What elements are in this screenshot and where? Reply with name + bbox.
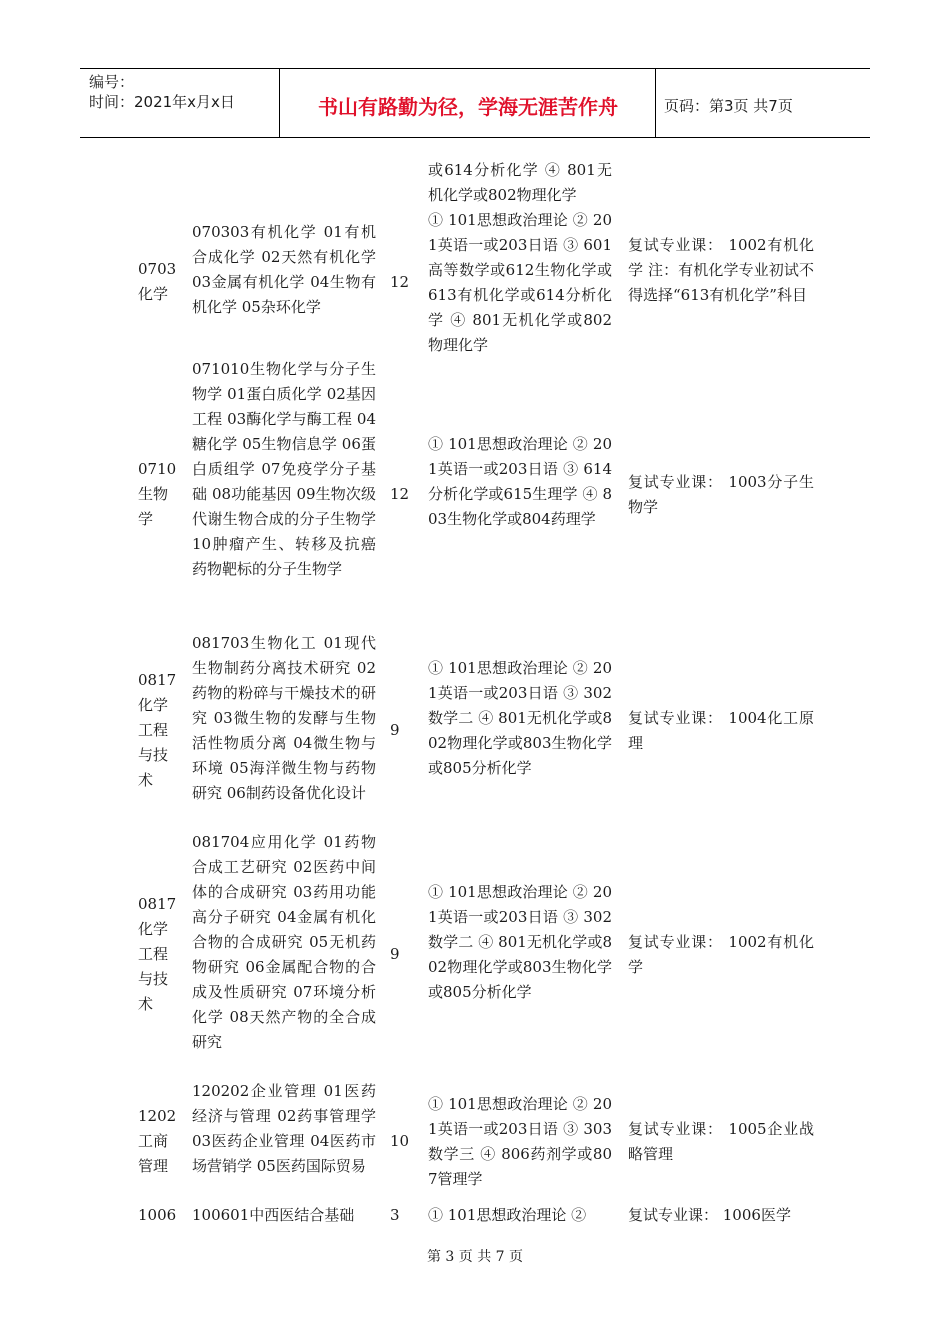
row-count: 3: [390, 1206, 400, 1224]
row-exam: ① 101思想政治理论 ② 201英语一或203日语 ③ 302数学二 ④ 801无机化学或802物理化学或803生物化学或805分析化学: [428, 659, 612, 777]
page-footer: 第 3 页 共 7 页: [426, 1249, 524, 1265]
header-motto: 书山有路勤为径，学海无涯苦作舟: [281, 69, 656, 137]
row-directions: 071010生物化学与分子生物学 01蛋白质化学 02基因工程 03酶化学与酶工程 04糖化学 05生物信息学 06蛋白质组学 07免疫学分子基础 08功能基因 09生物次级代谢生物合成的分子生物学 10肿瘤产生、转移及抗癌药物靶标的分子生物学: [192, 360, 376, 578]
row-code: 1202工商管理: [138, 1107, 177, 1175]
row-exam: ① 101思想政治理论 ② 201英语一或203日语 ③ 303数学三 ④ 806药剂学或807管理学: [428, 1095, 612, 1188]
row-directions: 100601中西医结合基础: [192, 1206, 355, 1224]
row-note: 复试专业课： 1006医学: [628, 1206, 791, 1224]
row-code: 0710生物学: [138, 460, 177, 528]
top-fragment-exam: 或614分析化学 ④ 801无机化学或802物理化学: [428, 161, 612, 204]
row-note: 复试专业课： 1005企业战略管理: [628, 1120, 814, 1163]
row-note: 复试专业课： 1002有机化学 注：有机化学专业初试不得选择“613有机化学”科目: [628, 236, 814, 304]
row-code: 0703化学: [138, 260, 177, 303]
row-note: 复试专业课： 1004化工原理: [628, 709, 814, 752]
row-exam: ① 101思想政治理论 ②: [428, 1206, 587, 1224]
header-meta: [80, 69, 280, 137]
header-page-label: 页码：第3页 共7页: [664, 96, 793, 115]
row-count: 9: [390, 721, 400, 739]
row-directions: 070303有机化学 01有机合成化学 02天然有机化学 03金属有机化学 04生物有机化学 05杂环化学: [192, 223, 376, 316]
row-code: 0817化学工程与技术: [138, 671, 177, 789]
row-directions: 120202企业管理 01医药经济与管理 02药事管理学 03医药企业管理 04医药市场营销学 05医药国际贸易: [192, 1082, 376, 1175]
row-count: 9: [390, 945, 400, 963]
row-exam: ① 101思想政治理论 ② 201英语一或203日语 ③ 302数学二 ④ 801无机化学或802物理化学或803生物化学或805分析化学: [428, 883, 612, 1001]
row-directions: 081703生物化工 01现代生物制药分离技术研究 02药物的粉碎与干燥技术的研究 03微生物的发酵与生物活性物质分离 04微生物与环境 05海洋微生物与药物研究 06制药设备优化设计: [192, 634, 376, 802]
row-note: 复试专业课： 1003分子生物学: [628, 473, 814, 516]
page-header: [80, 68, 870, 138]
row-directions: 081704应用化学 01药物合成工艺研究 02医药中间体的合成研究 03药用功能高分子研究 04金属有机化合物的合成研究 05无机药物研究 06金属配合物的合成及性质研究 07环境分析化学 08天然产物的全合成研究: [192, 833, 376, 1051]
row-note: 复试专业课： 1002有机化学: [628, 933, 814, 976]
row-exam: ① 101思想政治理论 ② 201英语一或203日语 ③ 601高等数学或612生物化学或613有机化学或614分析化学 ④ 801无机化学或802物理化学: [428, 211, 612, 354]
row-code: 1006: [138, 1206, 177, 1224]
row-exam: ① 101思想政治理论 ② 201英语一或203日语 ③ 614分析化学或615生理学 ④ 803生物化学或804药理学: [428, 435, 612, 528]
number-label: 编号：: [89, 73, 135, 91]
row-count: 10: [390, 1132, 410, 1150]
row-code: 0817化学工程与技术: [138, 895, 177, 1013]
time-label: 时间：2021年x月x日: [89, 93, 235, 111]
row-count: 12: [390, 273, 410, 291]
row-count: 12: [390, 485, 410, 503]
